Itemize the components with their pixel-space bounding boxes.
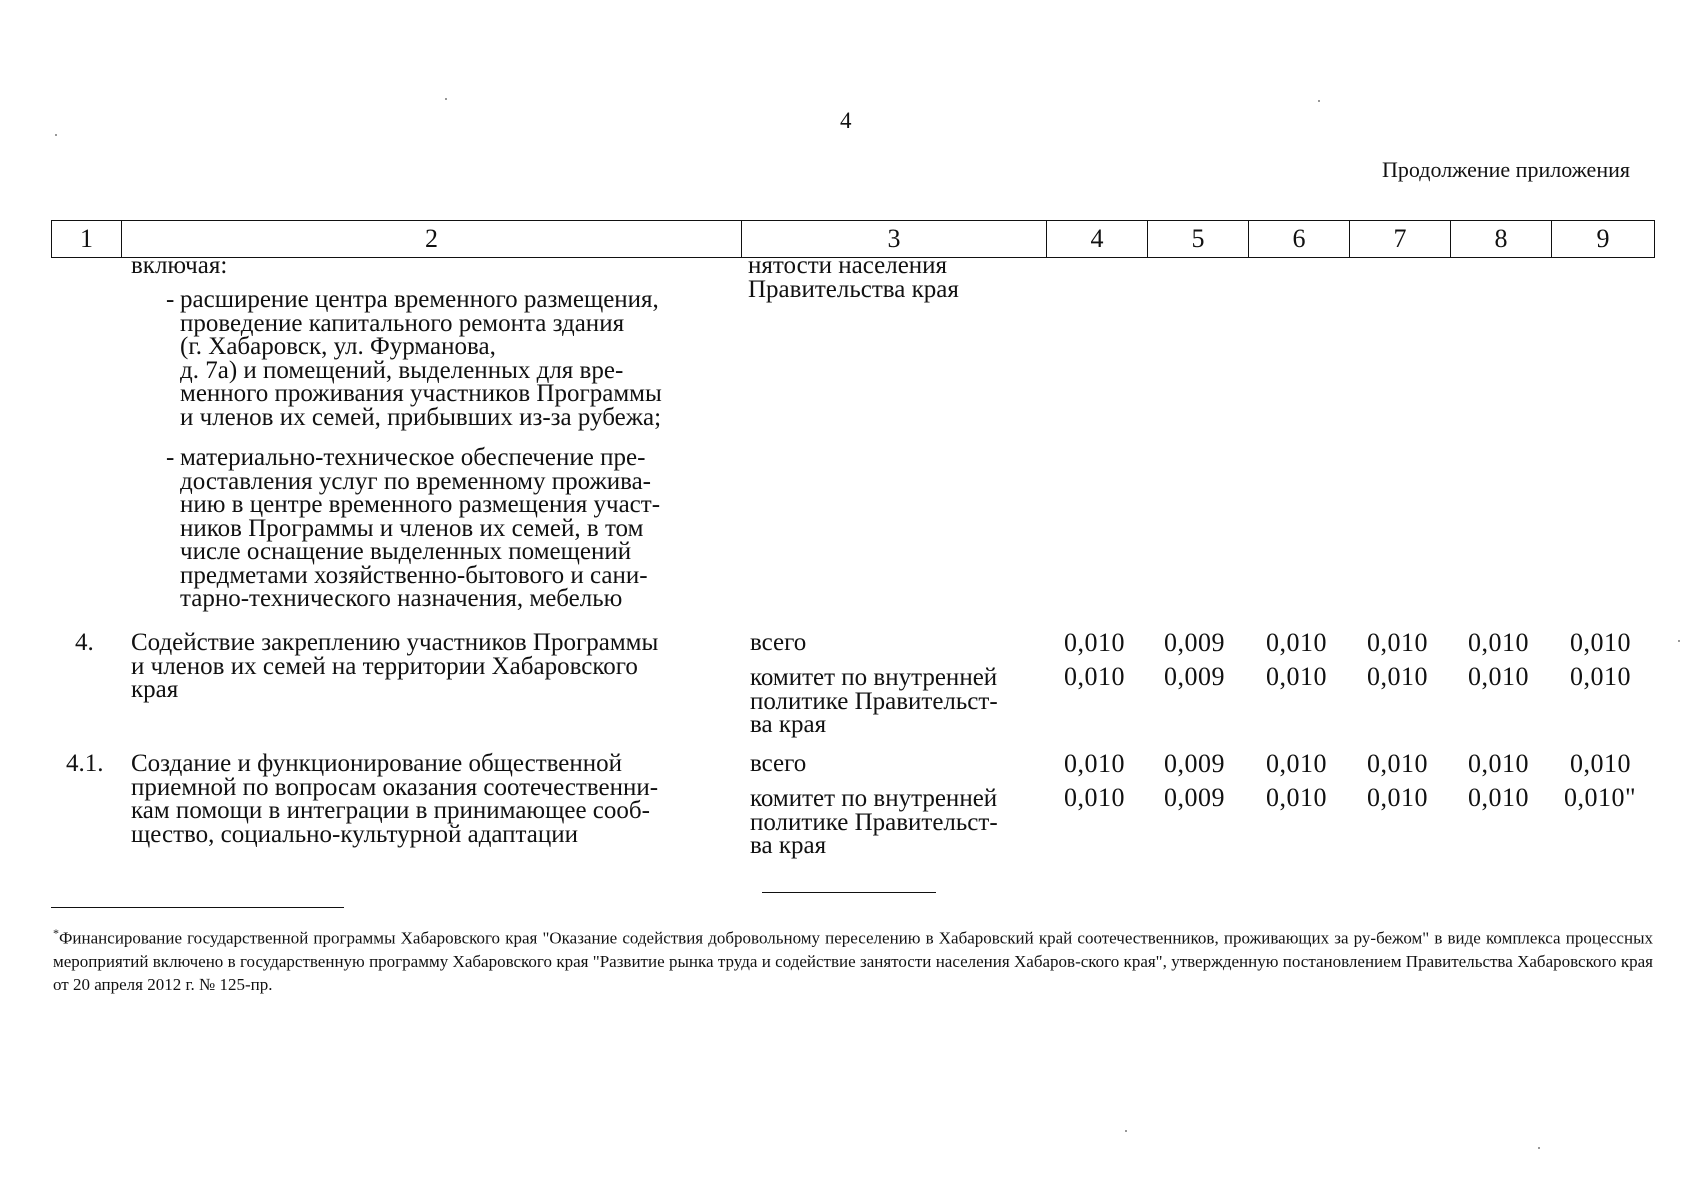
value-cell: 0,010	[1468, 662, 1529, 691]
executor-total: всего	[750, 750, 807, 777]
bullet-line: доставления услуг по временному прожива-	[180, 467, 651, 495]
bullet-line: менного проживания участников Программы	[180, 380, 662, 407]
continued-executor	[748, 254, 959, 301]
bullet-line: и членов их семей, прибывших из-за рубежа;	[180, 403, 662, 431]
footnote-text: Финансирование государственной программы Хабаровского края "Оказание содействия добровольному переселению в Хабаровский край соотечественников, проживающих за ру-бежом" в виде комплекса процессных мероприятий включено в государственную программу Хабаровского края "Развитие рынка труда и содействие занятости населения Хабаров-ского края", утвержденную постановлением Правительства Хабаровского края от 20 апреля 2012 г. № 125-пр.	[53, 928, 1653, 994]
column-header-cell: 4	[1047, 221, 1148, 258]
value-cell: 0,010	[1570, 662, 1631, 691]
footnote	[53, 922, 1653, 996]
column-header-cell: 1	[52, 221, 122, 258]
value-cell: 0,010"	[1564, 783, 1637, 812]
executor-total: всего	[750, 629, 807, 656]
value-cell: 0,009	[1164, 783, 1225, 812]
value-cell: 0,010	[1266, 783, 1327, 812]
value-cell: 0,010	[1570, 749, 1631, 778]
bullet-line: материально-техническое обеспечение пре-	[180, 444, 646, 471]
value-cell: 0,010	[1367, 783, 1428, 812]
bullet-line: (г. Хабаровск, ул. Фурманова,	[180, 333, 496, 360]
bullet-line: ников Программы и членов их семей, в том	[180, 514, 644, 542]
row-number: 4.	[75, 629, 94, 656]
executor-line: комитет по внутренней	[750, 785, 998, 812]
row-name-line: приемной по вопросам оказания соотечественни-	[131, 773, 659, 801]
value-cell: 0,010	[1064, 783, 1125, 812]
executor-line: политике Правительст-	[750, 808, 998, 836]
value-cell: 0,010	[1367, 628, 1428, 657]
column-header-cell: 7	[1350, 221, 1451, 258]
scan-speck	[1538, 1147, 1540, 1149]
continued-intro: включая:	[131, 252, 228, 279]
scan-speck	[445, 98, 447, 100]
row-name-line: кам помощи в интеграции в принимающее сооб-	[131, 797, 650, 824]
value-cell: 0,010	[1367, 749, 1428, 778]
row-name-line: и членов их семей на территории Хабаровского	[131, 652, 638, 680]
value-cell: 0,010	[1064, 628, 1125, 657]
row-name-line: Содействие закреплению участников Программы	[131, 629, 659, 656]
scan-speck	[55, 134, 57, 136]
row-name-line: Создание и функционирование общественной	[131, 750, 623, 777]
executor-line: комитет по внутренней	[750, 664, 998, 691]
value-cell: 0,009	[1164, 662, 1225, 691]
scan-speck	[1318, 100, 1320, 102]
executor-line: нятости населения	[748, 252, 948, 279]
value-cell: 0,010	[1468, 749, 1529, 778]
value-cell: 0,010	[1570, 628, 1631, 657]
column-header-cell: 5	[1148, 221, 1249, 258]
end-of-table-rule	[762, 892, 936, 893]
executor-line: ва края	[750, 832, 827, 859]
scan-speck	[1678, 640, 1680, 642]
value-cell: 0,010	[1064, 662, 1125, 691]
executor-committee	[750, 787, 998, 858]
value-cell: 0,010	[1064, 749, 1125, 778]
row-name	[131, 631, 731, 702]
bullet-line: проведение капитального ремонта здания	[180, 309, 625, 337]
value-cell: 0,009	[1164, 628, 1225, 657]
footnote-separator	[51, 907, 344, 908]
executor-line: Правительства края	[748, 275, 959, 303]
row-name-line: края	[131, 676, 179, 703]
column-header-cell: 2	[122, 221, 742, 258]
executor-line: ва края	[750, 711, 827, 738]
executor-line: политике Правительст-	[750, 687, 998, 715]
bullet-line: предметами хозяйственно-бытового и сани-	[180, 561, 648, 589]
continuation-label: Продолжение приложения	[1382, 157, 1630, 182]
dash-marker: -	[166, 444, 175, 471]
bullet-line: д. 7а) и помещений, выделенных для вре-	[180, 356, 624, 384]
bullet-line: тарно-технического назначения, мебелью	[180, 585, 623, 612]
bullet-line: нию в центре временного размещения участ-	[180, 491, 661, 518]
column-header-cell: 3	[742, 221, 1047, 258]
column-header-cell: 6	[1249, 221, 1350, 258]
value-cell: 0,010	[1266, 662, 1327, 691]
bullet-line: числе оснащение выделенных помещений	[180, 538, 632, 565]
value-cell: 0,010	[1468, 783, 1529, 812]
column-header-cell: 9	[1552, 221, 1655, 258]
footnote-marker: *	[53, 926, 59, 940]
dash-marker: -	[166, 286, 175, 313]
row-name	[131, 752, 731, 846]
value-cell: 0,010	[1367, 662, 1428, 691]
row-name-line: щество, социально-культурной адаптации	[131, 820, 579, 848]
scan-speck	[1125, 1130, 1127, 1132]
value-cell: 0,010	[1266, 749, 1327, 778]
column-header-cell: 8	[1451, 221, 1552, 258]
value-cell: 0,010	[1468, 628, 1529, 657]
page-number: 4	[840, 108, 852, 133]
row-number: 4.1.	[66, 750, 104, 777]
value-cell: 0,009	[1164, 749, 1225, 778]
executor-committee	[750, 666, 998, 737]
value-cell: 0,010	[1266, 628, 1327, 657]
bullet-line: расширение центра временного размещения,	[180, 286, 659, 313]
